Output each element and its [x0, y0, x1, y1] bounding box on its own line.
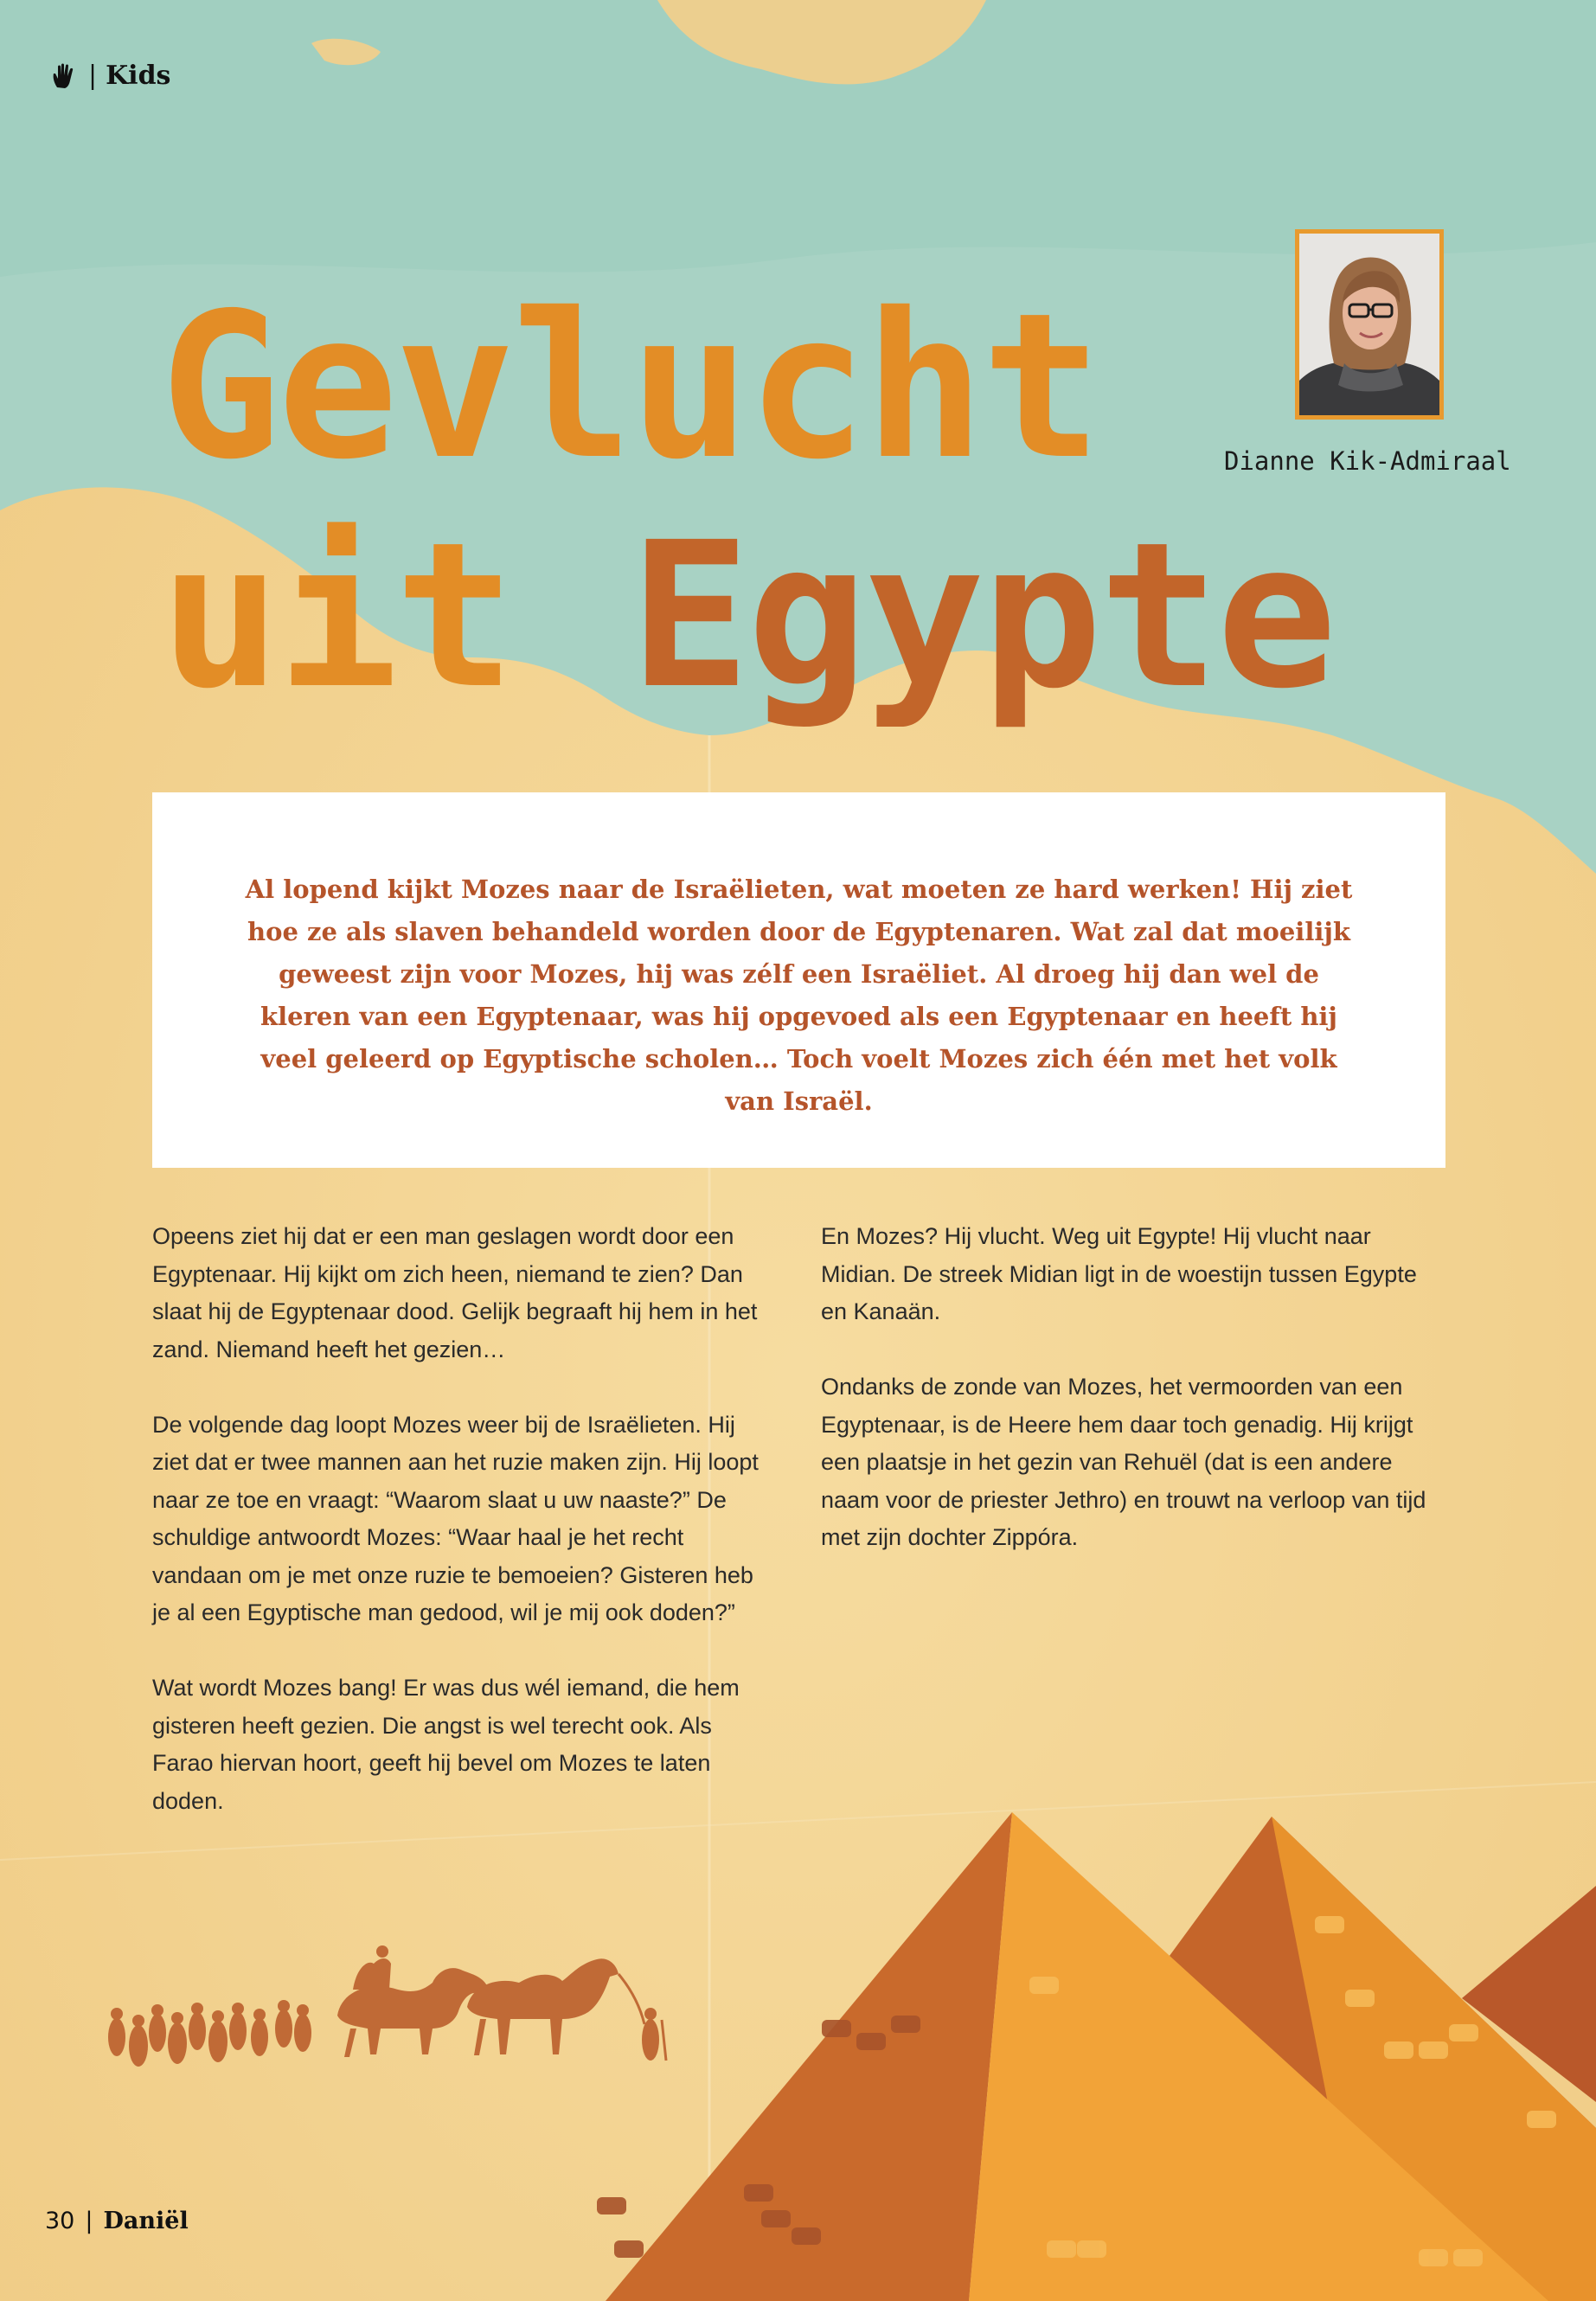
intro-box	[152, 792, 1445, 1168]
page-number: 30	[45, 2208, 75, 2234]
hand-icon	[50, 61, 80, 91]
magazine-name: Daniël	[103, 2208, 189, 2234]
body-paragraph: De volgende dag loopt Mozes weer bij de Israëlieten. Hij ziet dat er twee mannen aan het ruzie maken zijn. Hij loopt naar ze toe en vraagt: “Waarom slaat u uw naaste?” De schuldige antwoordt Mozes: “Waar haal je het recht vandaan om je met onze ruzie te bemoeien? Gisteren heb je al een Egyptische man gedood, wil je mij ook doden?”	[152, 1411, 759, 1625]
author-photo	[1295, 229, 1444, 420]
author-name: Dianne Kik-Admiraal	[1224, 446, 1511, 476]
body-column-left	[152, 1218, 775, 1858]
title-line-1: Gevlucht	[160, 270, 1099, 503]
intro-text: Al lopend kijkt Mozes naar de Israëlieten, wat moeten ze hard werken! Hij ziet hoe ze als slaven behandeld worden door de Egyptenaren. Wat zal dat moeilijk geweest zijn voor Mozes, hij was zélf een Israëliet. Al droeg hij dan wel de kleren van een Egyptenaar, was hij opgevoed als een Egyptenaar en heeft hij veel geleerd op Egyptische scholen… Toch voelt Mozes zich één met het volk van Israël.	[245, 875, 1353, 1116]
body-paragraph: Opeens ziet hij dat er een man geslagen wordt door een Egyptenaar. Hij kijkt om zich heen, niemand te zien? Dan slaat hij de Egyptenaar dood. Gelijk begraaft hij hem in het zand. Niemand heeft het gezien…	[152, 1223, 758, 1362]
title-line-2-part-1: uit	[160, 499, 513, 733]
section-label: Kids	[106, 61, 171, 91]
footer-separator: |	[85, 2208, 93, 2234]
title-line-2-part-2: Egypte	[629, 499, 1334, 733]
page-footer	[45, 2208, 189, 2234]
body-paragraph: Wat wordt Mozes bang! Er was dus wél iemand, die hem gisteren heeft gezien. Die angst is wel terecht ook. Als Farao hiervan hoort, geeft hij bevel om Mozes te laten doden.	[152, 1675, 740, 1814]
article-title	[160, 272, 1334, 731]
body-paragraph: En Mozes? Hij vlucht. Weg uit Egypte! Hij vlucht naar Midian. De streek Midian ligt in de woestijn tussen Egypte en Kanaän.	[821, 1223, 1417, 1324]
section-separator: |	[88, 61, 98, 91]
section-tag	[50, 61, 170, 91]
body-column-right	[821, 1218, 1444, 1594]
body-paragraph: Ondanks de zonde van Mozes, het vermoorden van een Egyptenaar, is de Heere hem daar toch genadig. Hij krijgt een plaatsje in het gezin van Rehuël (dat is een andere naam voor de priester Jethro) en trouwt na verloop van tijd met zijn dochter Zippóra.	[821, 1374, 1426, 1550]
